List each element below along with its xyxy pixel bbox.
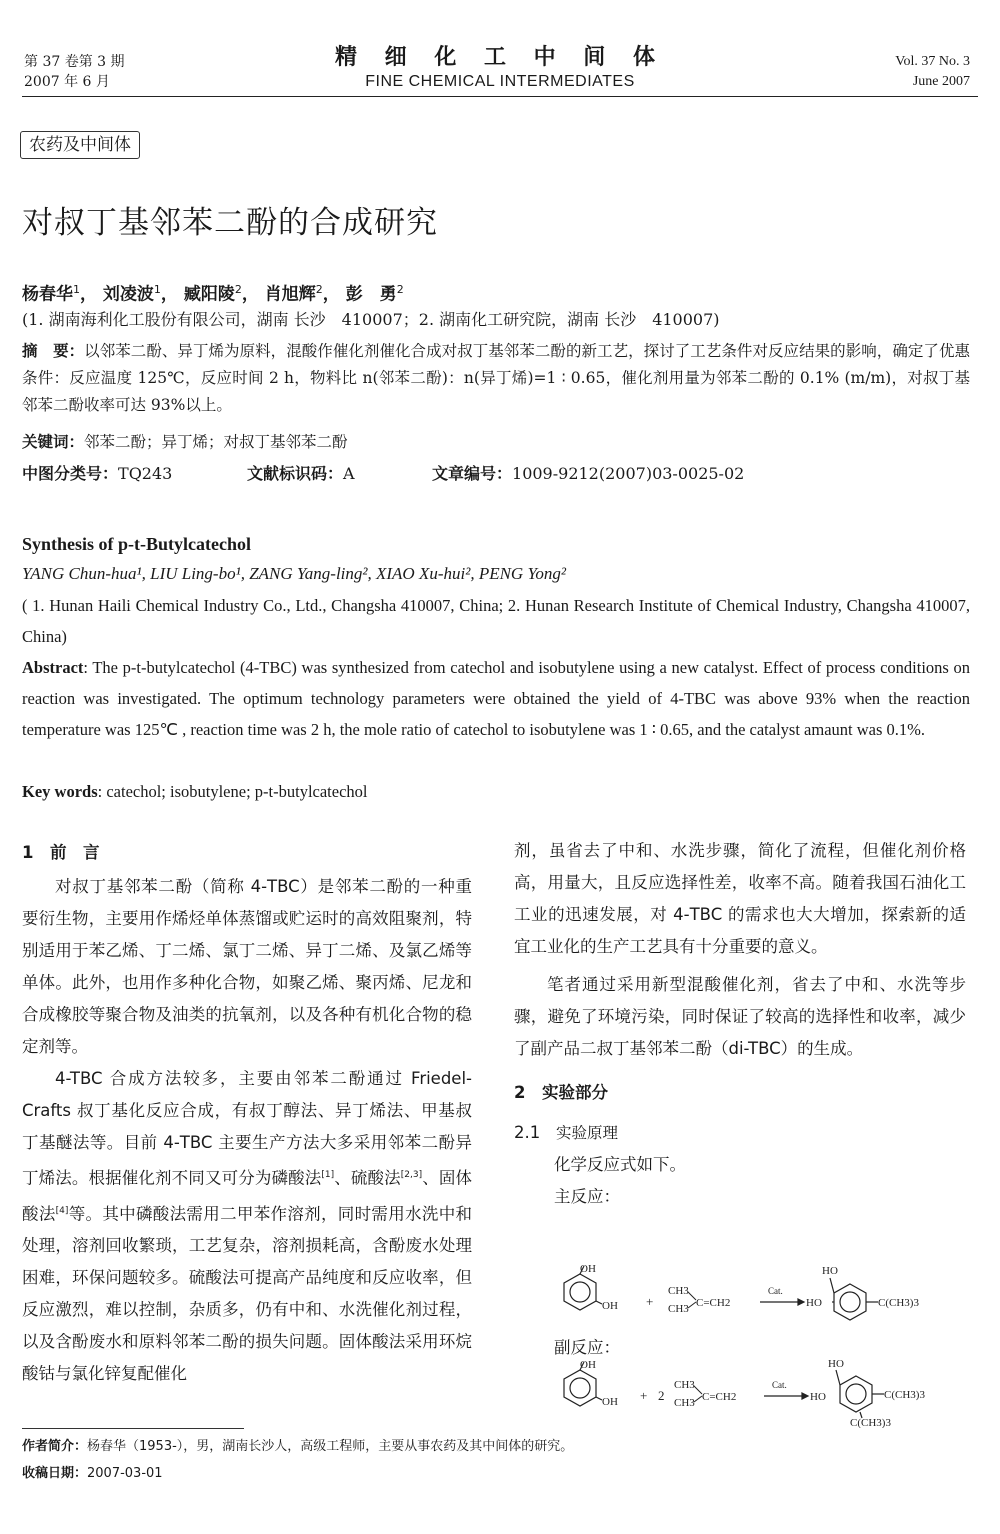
main-reaction-scheme (540, 1262, 980, 1330)
alkene-label: C=CH2 (696, 1297, 731, 1309)
tert-butyl-label: C(CH3)3 (884, 1389, 925, 1401)
bio-text: 杨春华（1953-），男，湖南长沙人，高级工程师，主要从事农药及其中间体的研究。 (87, 1439, 574, 1454)
paragraph-text: 等。其中磷酸法需用二甲苯作溶剂，同时需用水洗中和处理，溶剂回收繁琐，工艺复杂，溶剂损耗高，含酚废水处理困难，环保问题较多。硫酸法可提高产品纯度和反应收率，但反应激烈，难以控制，杂质多，仍有中和、水洗催化剂过程，以及含酚废水和原料邻苯二酚的损失问题。固体酸法采用环烷酸钴与氯化锌复配催化 (22, 1204, 473, 1383)
reaction-arrow (764, 1393, 808, 1399)
tbc-structure (830, 1278, 878, 1320)
received-text: 2007-03-01 (87, 1466, 163, 1481)
keywords-cn (22, 429, 970, 456)
english-keywords-text: : catechol; isobutylene; p-t-butylcatechol (97, 782, 368, 801)
methyl-label: CH3 (668, 1303, 689, 1315)
english-keywords (22, 776, 970, 807)
section-2-heading: 2 实验部分 (514, 1083, 608, 1102)
oh-label: OH (602, 1300, 618, 1312)
keywords-cn-label: 关键词： (22, 433, 85, 451)
author-affil-mark: 2 (315, 283, 323, 296)
oh-label: OH (580, 1263, 596, 1275)
author-list: 杨春华$^1$， 刘凌波$^1$， 臧阳陵$^2$， 肖旭辉$^2$， 彭 勇$^2$ (22, 283, 404, 305)
journal-name-en: FINE CHEMICAL INTERMEDIATES (365, 73, 635, 90)
author-affil-mark: 1 (73, 283, 80, 296)
plus-sign: + (646, 1294, 654, 1309)
abstract-cn-text: 以邻苯二酚、异丁烯为原料，混酸作催化剂催化合成对叔丁基邻苯二酚的新工艺，探讨了工艺条件对反应结果的影响，确定了优惠条件：反应温度 125℃，反应时间 2 h，物料比 n(邻苯二酚)：n(异丁烯)=1 ∶ 0.65，催化剂用量为邻苯二酚的 0.1% (m/m)，对叔丁基邻苯二酚收率可达 93%以上。 (22, 342, 970, 414)
side-reaction-scheme (540, 1358, 980, 1428)
clc-code: TQ243 (118, 464, 173, 483)
tert-butyl-label: C(CH3)3 (878, 1297, 919, 1309)
citation-ref[interactable]: [2,3] (400, 1170, 423, 1180)
citation-ref[interactable]: [4] (55, 1205, 69, 1216)
alkene-label: C=CH2 (702, 1391, 737, 1403)
paragraph-text: 、固体酸法 (22, 1168, 473, 1223)
reaction-intro: 化学反应式如下。 (554, 1155, 686, 1174)
subsection-2-1 (514, 1117, 966, 1149)
oh-label: OH (602, 1396, 618, 1408)
subsection-number: 2.1 (514, 1123, 541, 1142)
main-reaction-label: 主反应： (554, 1187, 620, 1206)
paragraph: 笔者通过采用新型混酸催化剂，省去了中和、水洗等步骤，避免了环境污染，同时保证了较高的选择性和收率，减少了副产品二叔丁基邻苯二酚（di-TBC）的生成。 (514, 975, 966, 1058)
date-cn: 2007 年 6 月 (24, 74, 110, 90)
english-abstract-label: Abstract (22, 658, 84, 677)
catalyst-label: Cat. (768, 1286, 783, 1296)
english-authors: YANG Chun-hua¹, LIU Ling-bo¹, ZANG Yang-ling², XIAO Xu-hui², PENG Yong² (22, 564, 566, 583)
author-name: 刘凌波 (102, 284, 154, 305)
classification-line (22, 462, 982, 486)
footnote-rule (22, 1428, 244, 1429)
issue-cn: 第 37 卷第 3 期 (24, 54, 125, 70)
english-abstract-text: : The p-t-butylcatechol (4-TBC) was synthesized from catechol and isobutylene using a new catalyst. Effect of process conditions on reaction was investigated. The optimum technology parameters were obtained the yield of 4-TBC was above 93% when the reaction temperature was 125℃ , reaction time was 2 h, the mole ratio of catechol to isobutylene was 1 ∶ 0.65, and the catalyst amaunt was 0.1%. (22, 658, 970, 739)
ho-label: HO (806, 1297, 822, 1309)
methyl-label: CH3 (674, 1397, 695, 1409)
di-tbc-structure (836, 1370, 884, 1418)
abstract-cn-label: 摘 要： (22, 342, 85, 360)
reaction-arrow (760, 1299, 804, 1305)
author-bio (22, 1437, 573, 1457)
received-date (22, 1464, 163, 1484)
clc-label: 中图分类号： (22, 464, 119, 483)
bio-label: 作者简介： (22, 1439, 88, 1454)
ho-label: HO (822, 1265, 838, 1277)
article-id-label: 文章编号： (432, 464, 513, 483)
english-affiliation: ( 1. Hunan Haili Chemical Industry Co., Ltd., Changsha 410007, China; 2. Hunan Research Institute of Chemical Industry, Changsha 410007, China) (22, 596, 970, 646)
english-keywords-label: Key words (22, 782, 98, 801)
journal-name-cn: 精 细 化 工 中 间 体 (335, 45, 665, 70)
methyl-label: CH3 (674, 1379, 695, 1391)
received-label: 收稿日期： (22, 1466, 88, 1481)
citation-ref[interactable]: [1] (321, 1170, 335, 1180)
paragraph: 剂，虽省去了中和、水洗步骤，简化了流程，但催化剂价格高，用量大，且反应选择性差，收率不高。随着我国石油化工工业的迅速发展，对 4-TBC 的需求也大大增加，探索新的适宜工业化的生产工艺具有十分重要的意义。 (514, 841, 966, 956)
author-name: 彭 勇 (345, 284, 397, 305)
date-en: June 2007 (912, 74, 970, 89)
paper-title: 对叔丁基邻苯二酚的合成研究 (22, 205, 438, 241)
abstract-cn (22, 338, 970, 419)
english-title: Synthesis of p-t-Butylcatechol (22, 534, 251, 554)
paragraph-text: 4-TBC 合成方法较多，主要由邻苯二酚通过 Friedel-Crafts 叔丁基化反应合成，有叔丁醇法、异丁烯法、甲基叔丁基醚法等。目前 4-TBC 主要生产方法大多采用邻苯二酚异丁烯法。根据催化剂不同又可分为磷酸法 (22, 1069, 472, 1188)
left-column (22, 837, 472, 1390)
oh-label: OH (580, 1359, 596, 1371)
author-affil-mark: 2 (396, 283, 404, 296)
article-id: 1009-9212(2007)03-0025-02 (512, 464, 745, 483)
journal-issue-cn (24, 52, 125, 92)
tert-butyl-label: C(CH3)3 (850, 1417, 891, 1428)
methyl-label: CH3 (668, 1285, 689, 1297)
catalyst-label: Cat. (772, 1380, 787, 1390)
right-column (514, 835, 966, 1213)
ho-label: HO (810, 1391, 826, 1403)
paragraph: 对叔丁基邻苯二酚（简称 4-TBC）是邻苯二酚的一种重要衍生物，主要用作烯烃单体蒸馏或贮运时的高效阻聚剂，特别适用于苯乙烯、丁二烯、氯丁二烯、异丁二烯、及氯乙烯等单体。此外，也用作多种化合物，如聚乙烯、聚丙烯、尼龙和合成橡胶等聚合物及油类的抗氧剂，以及各种有机化合物的稳定剂等。 (22, 877, 472, 1056)
author-name: 臧阳陵 (183, 284, 235, 305)
side-reaction-label: 副反应： (554, 1338, 620, 1357)
author-name: 杨春华 (22, 284, 73, 305)
coefficient: 2 (658, 1388, 665, 1403)
section-tag: 农药及中间体 (20, 131, 140, 159)
doc-code: A (343, 464, 355, 483)
volume-en: Vol. 37 No. 3 (895, 54, 970, 69)
journal-issue-en (895, 52, 970, 92)
paragraph (22, 1063, 472, 1390)
author-name: 肖旭辉 (264, 284, 316, 305)
english-abstract (22, 652, 970, 745)
section-1-heading: 1 前 言 (22, 843, 100, 862)
subsection-title: 实验原理 (556, 1124, 619, 1142)
keywords-cn-text: 邻苯二酚；异丁烯；对叔丁基邻苯二酚 (84, 433, 348, 451)
author-affil-mark: 1 (153, 283, 161, 296)
affiliation-cn: (1. 湖南海利化工股份有限公司，湖南 长沙 410007；2. 湖南化工研究院，湖南 长沙 410007) (22, 310, 720, 329)
paragraph-text: 、硫酸法 (334, 1168, 401, 1188)
author-affil-mark: 2 (234, 283, 242, 296)
header-rule (22, 96, 978, 97)
ho-label: HO (828, 1358, 844, 1370)
plus-sign: + (640, 1388, 648, 1403)
doc-code-label: 文献标识码： (247, 464, 344, 483)
journal-name (300, 44, 700, 92)
